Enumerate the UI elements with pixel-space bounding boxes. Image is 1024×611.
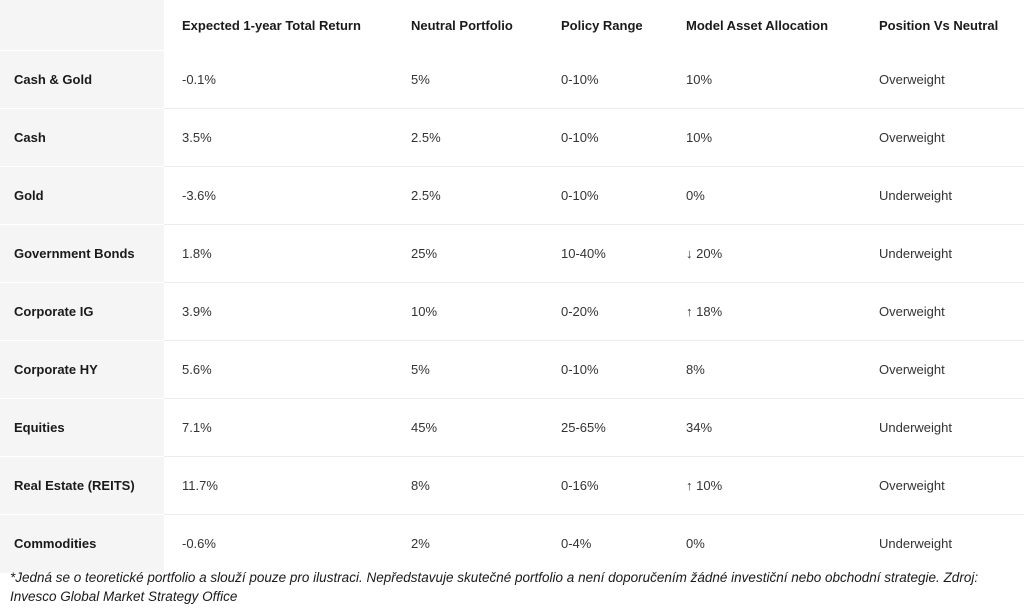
neutral-portfolio-cell: 2.5%: [393, 109, 543, 167]
table-row: [0, 225, 1024, 283]
position-cell: Overweight: [861, 457, 1024, 515]
model-allocation-cell: 0%: [668, 515, 861, 573]
neutral-portfolio-cell: 8%: [393, 457, 543, 515]
expected-return-cell: 1.8%: [164, 225, 393, 283]
model-allocation-cell: 0%: [668, 167, 861, 225]
asset-class-cell: Cash & Gold: [0, 51, 164, 109]
asset-class-cell: Corporate IG: [0, 283, 164, 341]
asset-class-cell: Government Bonds: [0, 225, 164, 283]
neutral-portfolio-cell: 2%: [393, 515, 543, 573]
table-body: [0, 51, 1024, 573]
model-allocation-cell: 10%: [668, 51, 861, 109]
model-allocation-cell: 10%: [668, 109, 861, 167]
neutral-portfolio-cell: 10%: [393, 283, 543, 341]
neutral-portfolio-cell: 45%: [393, 399, 543, 457]
header-model-allocation: Model Asset Allocation: [668, 0, 861, 51]
neutral-portfolio-cell: 5%: [393, 341, 543, 399]
model-allocation-cell: ↑ 10%: [668, 457, 861, 515]
position-cell: Underweight: [861, 167, 1024, 225]
table-row: [0, 51, 1024, 109]
footnote: *Jedná se o teoretické portfolio a slouží pouze pro ilustraci. Nepředstavuje skutečné portfolio a není doporučením žádné investiční nebo obchodní strategie. Zdroj: Invesco Global Market Strategy Office: [10, 570, 979, 604]
expected-return-cell: -3.6%: [164, 167, 393, 225]
neutral-portfolio-cell: 25%: [393, 225, 543, 283]
expected-return-cell: 5.6%: [164, 341, 393, 399]
position-cell: Underweight: [861, 225, 1024, 283]
table-row: [0, 109, 1024, 167]
neutral-portfolio-cell: 2.5%: [393, 167, 543, 225]
neutral-portfolio-cell: 5%: [393, 51, 543, 109]
policy-range-cell: 0-20%: [543, 283, 668, 341]
table-row: [0, 457, 1024, 515]
expected-return-cell: 3.9%: [164, 283, 393, 341]
table-header-row: [0, 0, 1024, 51]
table-row: [0, 341, 1024, 399]
expected-return-cell: 3.5%: [164, 109, 393, 167]
expected-return-cell: -0.6%: [164, 515, 393, 573]
model-allocation-cell: ↓ 20%: [668, 225, 861, 283]
header-asset-class: [0, 0, 164, 51]
asset-class-cell: Corporate HY: [0, 341, 164, 399]
expected-return-cell: 11.7%: [164, 457, 393, 515]
model-allocation-cell: 8%: [668, 341, 861, 399]
policy-range-cell: 10-40%: [543, 225, 668, 283]
position-cell: Overweight: [861, 51, 1024, 109]
position-cell: Overweight: [861, 109, 1024, 167]
position-cell: Overweight: [861, 283, 1024, 341]
asset-class-cell: Commodities: [0, 515, 164, 573]
policy-range-cell: 0-10%: [543, 167, 668, 225]
header-position: Position Vs Neutral: [861, 0, 1024, 51]
position-cell: Underweight: [861, 515, 1024, 573]
policy-range-cell: 0-10%: [543, 341, 668, 399]
policy-range-cell: 25-65%: [543, 399, 668, 457]
header-neutral-portfolio: Neutral Portfolio: [393, 0, 543, 51]
table-row: [0, 399, 1024, 457]
table-row: [0, 283, 1024, 341]
model-allocation-cell: ↑ 18%: [668, 283, 861, 341]
policy-range-cell: 0-16%: [543, 457, 668, 515]
expected-return-cell: -0.1%: [164, 51, 393, 109]
header-policy-range: Policy Range: [543, 0, 668, 51]
table-row: [0, 167, 1024, 225]
asset-class-cell: Gold: [0, 167, 164, 225]
expected-return-cell: 7.1%: [164, 399, 393, 457]
position-cell: Overweight: [861, 341, 1024, 399]
asset-class-cell: Cash: [0, 109, 164, 167]
header-expected-return: Expected 1-year Total Return: [164, 0, 393, 51]
policy-range-cell: 0-4%: [543, 515, 668, 573]
model-allocation-cell: 34%: [668, 399, 861, 457]
table-row: [0, 515, 1024, 573]
position-cell: Underweight: [861, 399, 1024, 457]
policy-range-cell: 0-10%: [543, 109, 668, 167]
asset-class-cell: Real Estate (REITS): [0, 457, 164, 515]
asset-class-cell: Equities: [0, 399, 164, 457]
policy-range-cell: 0-10%: [543, 51, 668, 109]
